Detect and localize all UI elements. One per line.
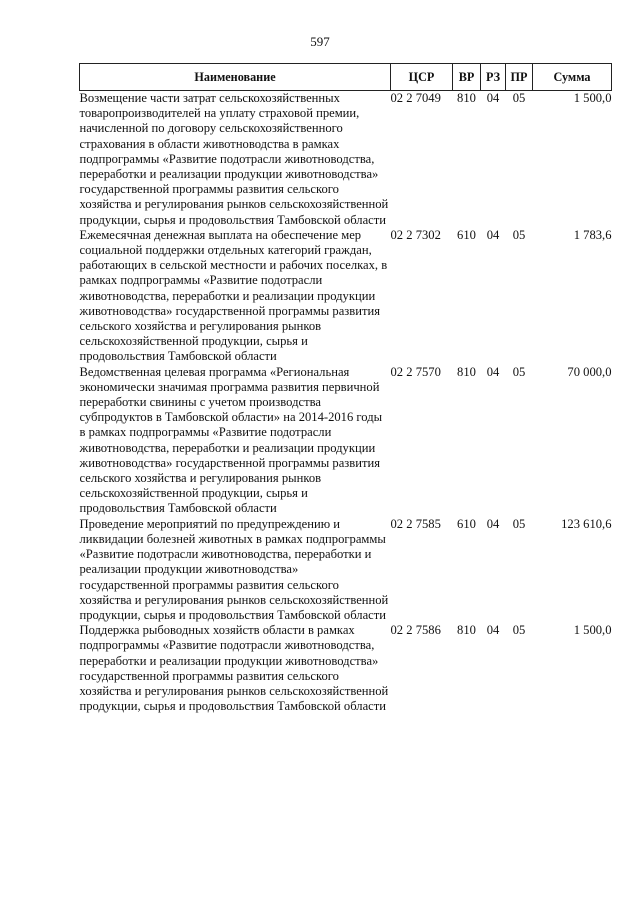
table-body <box>80 91 612 715</box>
row-pr: 05 <box>512 91 526 105</box>
row-csr: 02 2 7049 <box>390 91 441 105</box>
table-header <box>80 64 612 91</box>
row-rz: 04 <box>486 227 500 242</box>
row-csr: 02 2 7302 <box>390 227 441 242</box>
row-name: Ежемесячная денежная выплата на обеспечение мер социальной поддержки отдельных категорий граждан, работающих в сельской местности и рабочих поселках, в рамках подпрограммы «Развитие подотрасли животноводства, переработки и реализации продукции животноводства» государственной программы развития сельского хозяйства и регулирования рынков сельскохозяйственной продукции, сырья и продовольствия Тамбовской области <box>79 227 388 364</box>
row-vr: 810 <box>457 91 476 105</box>
row-csr: 02 2 7570 <box>390 364 441 379</box>
row-vr: 610 <box>457 227 476 242</box>
row-name: Поддержка рыбоводных хозяйств области в рамках подпрограммы «Развитие подотрасли животноводства, переработки и реализации продукции животноводства» государственной программы развития сельского хозяйства и регулирования рынков сельскохозяйственной продукции, сырья и продовольствия Тамбовской области <box>79 623 389 714</box>
row-sum: 1 783,6 <box>573 227 612 242</box>
row-rz: 04 <box>486 623 500 638</box>
table-row <box>80 623 612 714</box>
row-sum: 123 610,6 <box>561 516 612 531</box>
row-vr: 810 <box>457 364 476 379</box>
header-rz: РЗ <box>481 64 506 91</box>
row-name: Возмещение части затрат сельскохозяйственных товаропроизводителей на уплату страховой премии, начисленной по договору сельскохозяйственного страхования в области животноводства в рамках подпрограммы «Развитие подотрасли животноводства, переработки и реализации продукции животноводства» государственной программы развития сельского хозяйства и регулирования рынков сельскохозяйственной продукции, сырья и продовольствия Тамбовской области <box>79 91 389 227</box>
row-rz: 04 <box>486 364 500 379</box>
header-row <box>80 64 612 91</box>
row-csr: 02 2 7585 <box>390 516 441 531</box>
row-rz: 04 <box>486 516 500 531</box>
header-name: Наименование <box>80 64 391 91</box>
header-sum: Сумма <box>533 64 612 91</box>
row-vr: 810 <box>457 623 476 638</box>
row-vr: 610 <box>457 516 476 531</box>
table-row <box>80 365 612 517</box>
header-pr: ПР <box>506 64 533 91</box>
row-rz: 04 <box>486 91 500 105</box>
row-pr: 05 <box>512 227 526 242</box>
row-pr: 05 <box>512 364 526 379</box>
table-row <box>80 91 612 228</box>
row-sum: 1 500,0 <box>573 91 612 105</box>
row-pr: 05 <box>512 623 526 638</box>
row-sum: 70 000,0 <box>567 364 612 379</box>
table-row <box>80 228 612 365</box>
table-row <box>80 517 612 623</box>
row-pr: 05 <box>512 516 526 531</box>
page-number: 597 <box>310 34 330 49</box>
header-vr: ВР <box>453 64 481 91</box>
row-csr: 02 2 7586 <box>390 623 441 638</box>
budget-table <box>79 63 612 714</box>
row-sum: 1 500,0 <box>573 623 612 638</box>
header-csr: ЦСР <box>391 64 453 91</box>
row-name: Проведение мероприятий по предупреждению и ликвидации болезней животных в рамках подпрограммы «Развитие подотрасли животноводства, переработки и реализации продукции животноводства» государственной программы развития сельского хозяйства и регулирования рынков сельскохозяйственной продукции, сырья и продовольствия Тамбовской области <box>79 516 389 622</box>
row-name: Ведомственная целевая программа «Региональная экономически значимая программа развития первичной переработки свинины с учетом производства субпродуктов в Тамбовской области» на 2014-2016 годы в рамках подпрограммы «Развитие подотрасли животноводства, переработки и реализации продукции животноводства» государственной программы развития сельского хозяйства и регулирования рынков сельскохозяйственной продукции, сырья и продовольствия Тамбовской области <box>79 364 383 516</box>
